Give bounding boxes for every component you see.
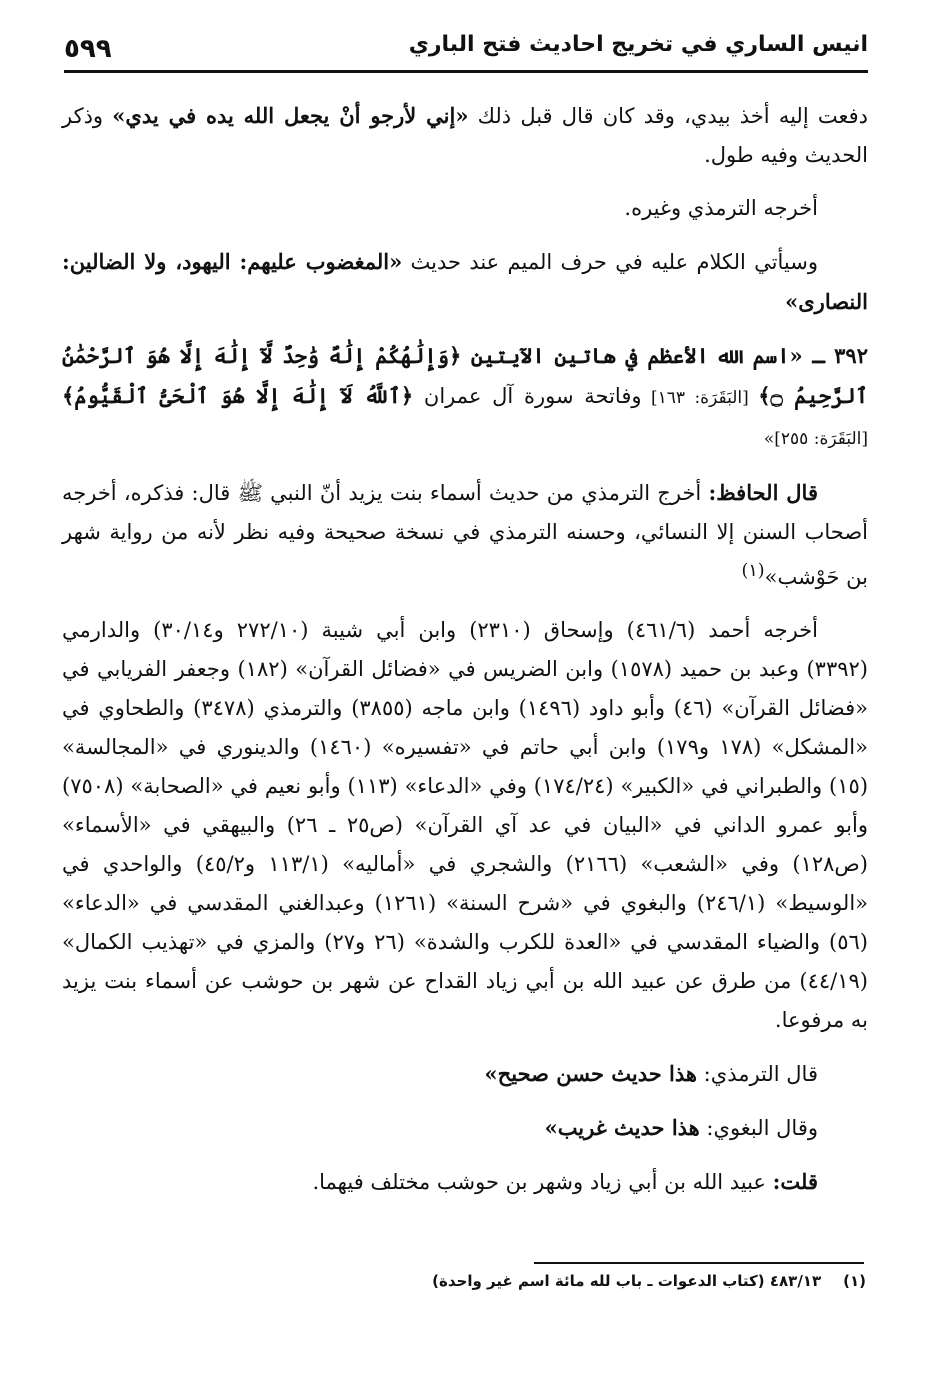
paragraph-3	[62, 242, 868, 322]
verse-reference: [البَقَرَة: ١٦٣]	[641, 388, 759, 408]
paragraph-takhrij: أخرجه أحمد (٤٦١/٦) وإسحاق (٢٣١٠) وابن أبي شيبة (٢٧٢/١٠ و٣٠/١٤) والدارمي (٣٣٩٢) وعبد بن حميد (١٥٧٨) وابن الضريس في «فضائل القرآن» (١٨٢) وجعفر الفريابي في «فضائل القرآن» (٤٦) وأبو داود (١٤٩٦) وابن ماجه (٣٨٥٥) والترمذي (٣٤٧٨) والطحاوي في «المشكل» (١٧٨ و١٧٩) وابن أبي حاتم في «تفسيره» (١٤٦٠) والدينوري في «المجالسة» (١٥) والطبراني في «الكبير» (١٧٤/٢٤) وفي «الدعاء» (١١٣) وأبو نعيم في «الصحابة» (٧٥٠٨) وأبو عمرو الداني في «البيان في عد آي القرآن» (ص٢٥ ـ ٢٦) والبيهقي في «الأسماء» (ص١٢٨) وفي «الشعب» (٢١٦٦) والشجري في «أماليه» (١١٣/١ و٤٥/٢) والواحدي في «الوسيط» (٢٤٦/١) والبغوي في «شرح السنة» (١٢٦١) وعبدالغني المقدسي في «الدعاء» (٥٦) والضياء المقدسي في «العدة للكرب والشدة» (٢٦ و٢٧) والمزي في «تهذيب الكمال» (٤٤/١٩) من طرق عن عبيد الله بن أبي زياد القداح عن شهر بن حوشب عن أسماء بنت يزيد به مرفوعا.	[62, 618, 869, 1032]
verse-reference: [البَقَرَة: ٢٥٥]»	[763, 429, 868, 449]
text-run: عبيد الله بن أبي زياد وشهر بن حوشب مختلف فيهما.	[312, 1170, 773, 1194]
speaker-label: قلت:	[772, 1169, 818, 1194]
footnote-rule	[534, 1262, 864, 1264]
text-run: قال الترمذي:	[697, 1062, 818, 1086]
footnote-number: (١)	[843, 1272, 866, 1290]
footnote-text: ٤٨٣/١٣ (كتاب الدعوات ـ باب لله مائة اسم غير واحدة)	[432, 1272, 822, 1290]
paragraph-tirmidhi	[62, 1054, 868, 1094]
text-run: وذكر الحديث وفيه طول.	[62, 104, 868, 167]
hadith-392	[62, 336, 868, 459]
footnote	[366, 1272, 866, 1290]
text-run: ـ	[802, 343, 835, 368]
ruling-quote: هذا حديث غريب»	[544, 1115, 700, 1140]
text-run: أخرج الترمذي من حديث أسماء بنت يزيد أنّ النبي ﷺ قال: فذكره، أخرجه أصحاب السنن إلا النسائي، وحسنه الترمذي في نسخة صحيحة وفيه نظر لأنه من رواية شهر بن حَوْشب»	[62, 481, 868, 589]
text-run: دفعت إليه أخذ بيدي، وقد كان قال قبل ذلك	[468, 104, 868, 128]
ruling-quote: هذا حديث حسن صحيح»	[484, 1061, 697, 1086]
text-run: وقال البغوي:	[699, 1116, 818, 1140]
running-header	[64, 30, 868, 76]
paragraph-hafiz	[62, 473, 868, 597]
speaker-label: قال الحافظ:	[708, 480, 818, 505]
text-run: وفاتحة سورة آل عمران	[413, 384, 642, 408]
quran-verse: ﴿ٱللَّهُ لَآ إِلَٰهَ إِلَّا هُوَ ٱلْحَىُّ ٱلْقَيُّومُ﴾	[62, 383, 414, 408]
paragraph-2: أخرجه الترمذي وغيره.	[624, 196, 818, 220]
paragraph-baghawi	[62, 1108, 868, 1148]
running-title: انيس الساري في تخريج احاديث فتح الباري	[408, 32, 868, 57]
paragraph-qultu	[62, 1162, 868, 1202]
footnote-marker: (١)	[741, 561, 765, 581]
paragraph-1	[62, 96, 868, 175]
hadith-title: «اسم الله الأعظم في هاتين الآيتين	[461, 343, 803, 368]
hadith-quote: «إني لأرجو أنْ يجعل الله يده في يدي»	[112, 103, 469, 128]
text-run: وسيأتي الكلام عليه في حرف الميم عند حديث	[402, 250, 819, 274]
hadith-number: ٣٩٢	[834, 343, 868, 368]
hadith-quote: «المغضوب عليهم: اليهود، ولا الضالين: النصارى»	[62, 249, 868, 314]
page-number: ٥٩٩	[64, 34, 112, 64]
header-rule	[64, 70, 868, 73]
page-body	[62, 96, 868, 1216]
quran-verse: ﴿وَإِلَٰهُكُمْ إِلَٰهٌ وَٰحِدٌ لَّآ إِلَٰهَ إِلَّا هُوَ ٱلرَّحْمَٰنُ ٱلرَّحِيمُ ۝﴾	[62, 343, 868, 408]
